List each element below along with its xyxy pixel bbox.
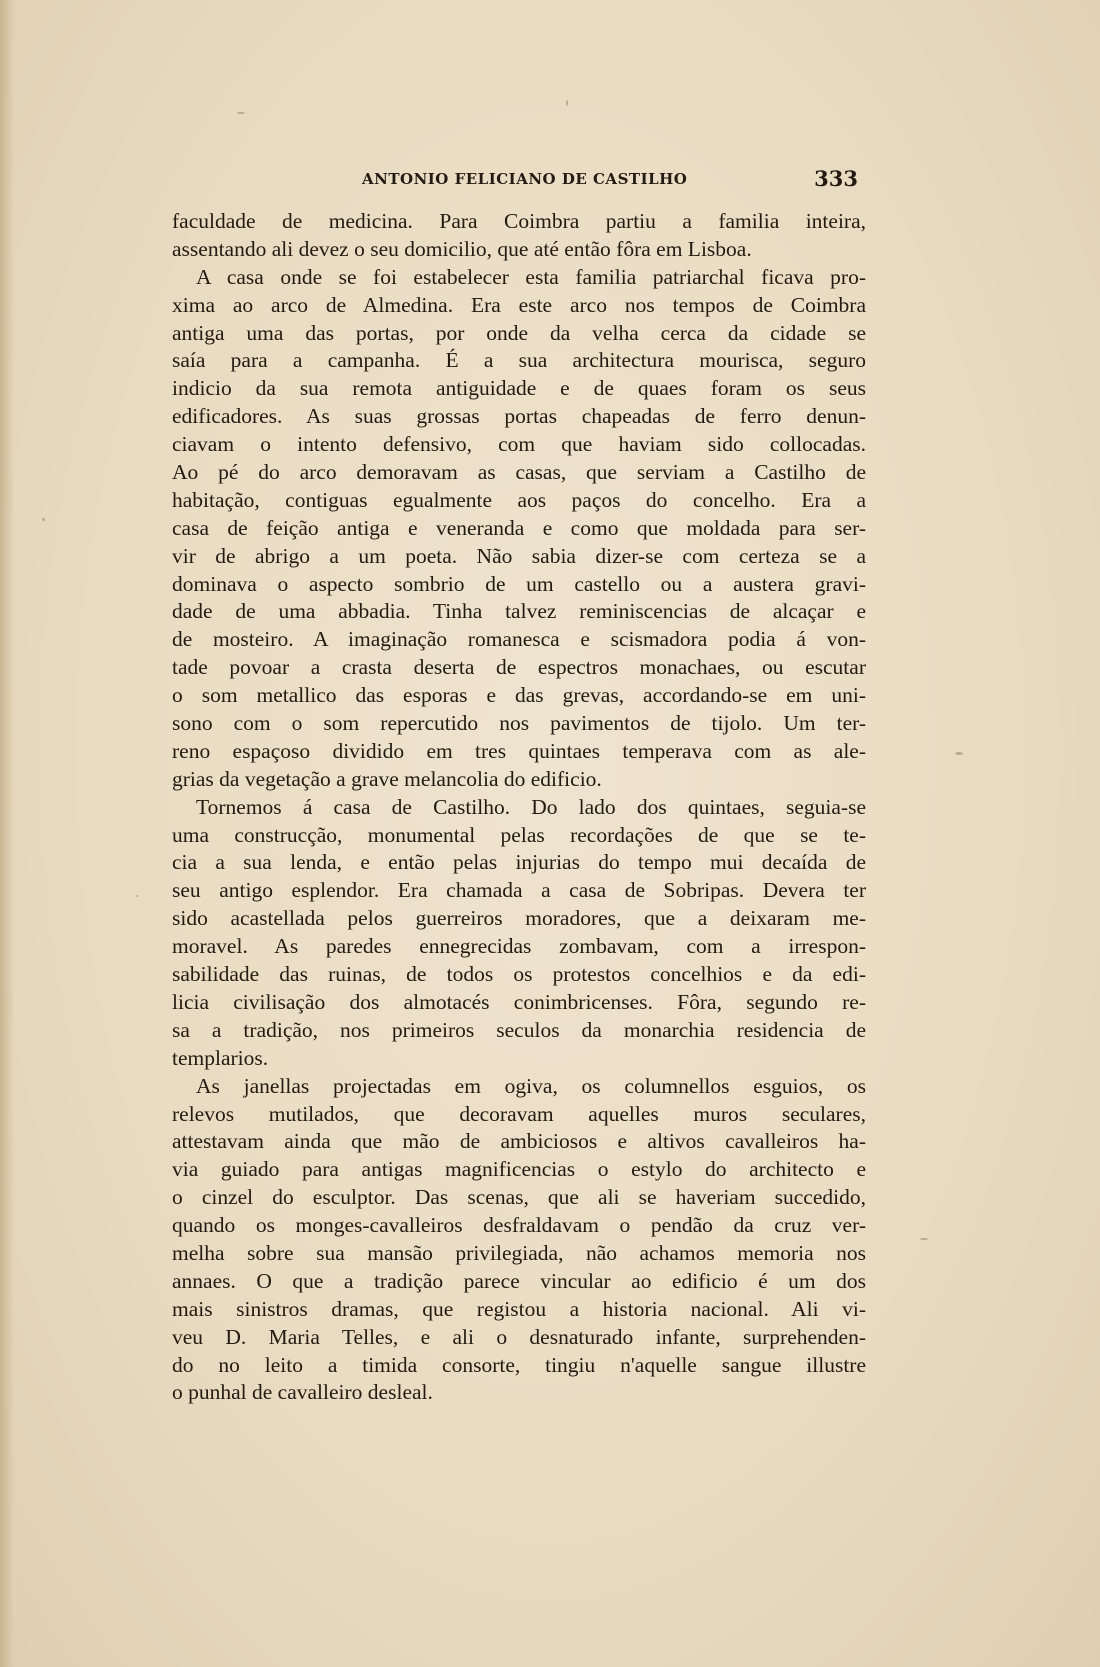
text-line: templarios. bbox=[172, 1045, 269, 1070]
running-header bbox=[172, 168, 866, 192]
text-line: Ao pé do arco demoravam as casas, que serviam a Castilho de bbox=[172, 460, 866, 485]
text-line: veu D. Maria Telles, e ali o desnaturado infante, surprehenden- bbox=[172, 1324, 866, 1349]
page-number: 333 bbox=[814, 166, 858, 191]
text-line: mais sinistros dramas, que registou a historia nacional. Ali vi- bbox=[172, 1296, 866, 1321]
text-line: saía para a campanha. É a sua architectura mourisca, seguro bbox=[172, 348, 866, 373]
text-line: sa a tradição, nos primeiros seculos da monarchia residencia de bbox=[172, 1017, 866, 1042]
paper-speck bbox=[136, 895, 138, 897]
text-line: edificadores. As suas grossas portas chapeadas de ferro denun- bbox=[172, 404, 866, 429]
text-line: annaes. O que a tradição parece vincular ao edificio é um dos bbox=[172, 1268, 866, 1293]
text-line: attestavam ainda que mão de ambiciosos e altivos cavalleiros ha- bbox=[172, 1129, 866, 1154]
paper-speck bbox=[42, 518, 45, 521]
text-line: A casa onde se foi estabelecer esta familia patriarchal ficava pro- bbox=[196, 264, 866, 289]
text-line: relevos mutilados, que decoravam aquelles muros seculares, bbox=[172, 1101, 866, 1126]
text-line: As janellas projectadas em ogiva, os columnellos esguios, os bbox=[196, 1073, 866, 1098]
paragraph bbox=[172, 264, 866, 794]
text-line: o som metallico das esporas e das grevas, accordando-se em uni- bbox=[172, 683, 866, 708]
text-line: vir de abrigo a um poeta. Não sabia dizer-se com certeza se a bbox=[172, 543, 866, 568]
paragraph bbox=[172, 1073, 866, 1408]
text-line: assentando ali devez o seu domicilio, que até então fôra em Lisboa. bbox=[172, 236, 752, 261]
text-line: do no leito a timida consorte, tingiu n'aquelle sangue illustre bbox=[172, 1352, 866, 1377]
text-line: sido acastellada pelos guerreiros moradores, que a deixaram me- bbox=[172, 906, 866, 931]
text-line: sono com o som repercutido nos pavimentos de tijolo. Um ter- bbox=[172, 711, 866, 736]
page-edge-shadow bbox=[0, 0, 14, 1667]
text-line: licia civilisação dos almotacés conimbricenses. Fôra, segundo re- bbox=[172, 989, 866, 1014]
text-line: dade de uma abbadia. Tinha talvez reminiscencias de alcaçar e bbox=[172, 599, 866, 624]
text-line: ciavam o intento defensivo, com que haviam sido collocadas. bbox=[172, 432, 866, 457]
text-line: dominava o aspecto sombrio de um castello ou a austera gravi- bbox=[172, 571, 866, 596]
text-line: indicio da sua remota antiguidade e de quaes foram os seus bbox=[172, 376, 866, 401]
text-line: tade povoar a crasta deserta de espectros monachaes, ou escutar bbox=[172, 655, 866, 680]
text-line: seu antigo esplendor. Era chamada a casa de Sobripas. Devera ter bbox=[172, 878, 866, 903]
running-title: ANTONIO FELICIANO DE CASTILHO bbox=[362, 170, 688, 188]
text-line: uma construcção, monumental pelas recordações de que se te- bbox=[172, 822, 866, 847]
text-line: sabilidade das ruinas, de todos os protestos concelhios e da edi- bbox=[172, 962, 866, 987]
text-line: antiga uma das portas, por onde da velha cerca da cidade se bbox=[172, 320, 866, 345]
paragraph bbox=[172, 208, 866, 264]
text-line: reno espaçoso dividido em tres quintaes temperava com as ale- bbox=[172, 738, 866, 763]
paper-speck bbox=[566, 100, 568, 106]
text-line: o punhal de cavalleiro desleal. bbox=[172, 1380, 433, 1405]
paragraph bbox=[172, 794, 866, 1073]
text-line: faculdade de medicina. Para Coimbra partiu a familia inteira, bbox=[172, 209, 866, 233]
text-line: casa de feição antiga e veneranda e como que moldada para ser- bbox=[172, 515, 866, 540]
paper-speck bbox=[955, 752, 963, 755]
text-line: xima ao arco de Almedina. Era este arco nos tempos de Coimbra bbox=[172, 292, 866, 317]
text-line: melha sobre sua mansão privilegiada, não achamos memoria nos bbox=[172, 1240, 866, 1265]
text-line: Tornemos á casa de Castilho. Do lado dos quintaes, seguia-se bbox=[196, 794, 866, 819]
text-line: de mosteiro. A imaginação romanesca e scismadora podia á von- bbox=[172, 627, 866, 652]
text-line: moravel. As paredes ennegrecidas zombavam, com a irrespon- bbox=[172, 934, 866, 959]
body-text bbox=[172, 208, 866, 1407]
text-line: via guiado para antigas magnificencias o estylo do architecto e bbox=[172, 1157, 866, 1182]
text-line: cia a sua lenda, e então pelas injurias do tempo mui decaída de bbox=[172, 850, 866, 875]
paper-speck bbox=[920, 1238, 928, 1240]
text-line: quando os monges-cavalleiros desfraldavam o pendão da cruz ver- bbox=[172, 1213, 866, 1238]
text-line: grias da vegetação a grave melancolia do edificio. bbox=[172, 766, 602, 791]
paper-speck bbox=[237, 112, 245, 114]
text-line: habitação, contiguas egualmente aos paços do concelho. Era a bbox=[172, 487, 866, 512]
text-line: o cinzel do esculptor. Das scenas, que ali se haveriam succedido, bbox=[172, 1185, 866, 1210]
